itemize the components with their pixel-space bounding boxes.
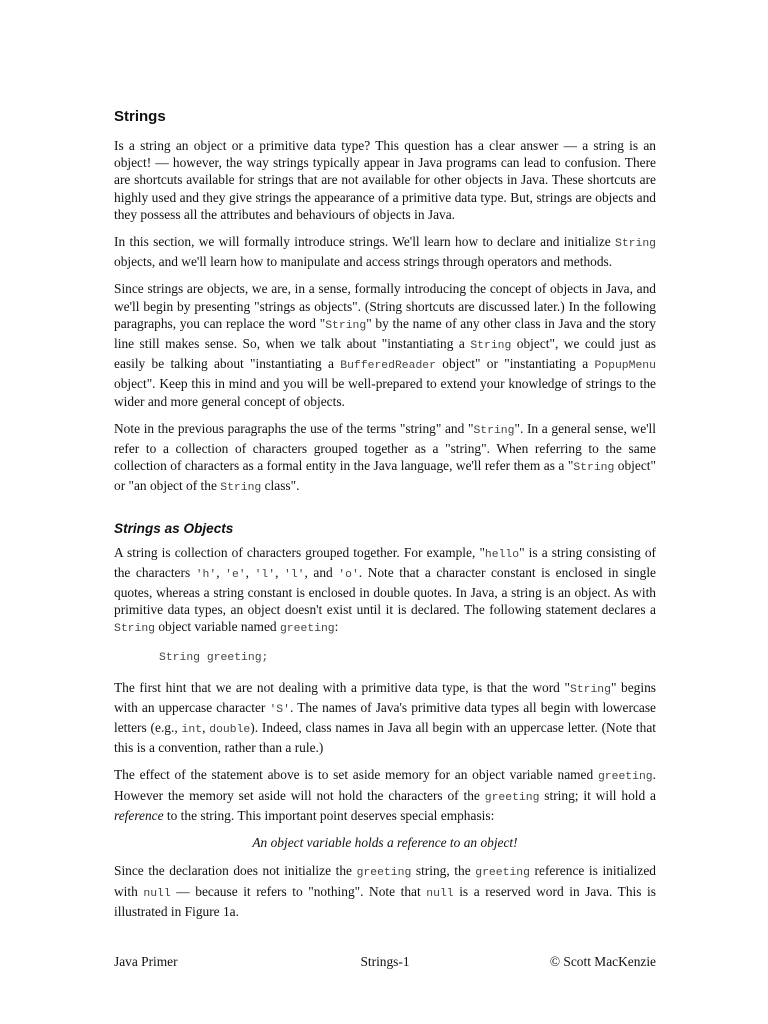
- subsection-title: Strings as Objects: [114, 520, 234, 536]
- footer-copyright: © Scott MacKenzie: [549, 954, 656, 969]
- code-block: String greeting;: [159, 651, 269, 664]
- paragraph-4: Note in the previous paragraphs the use of the terms "string" and "String". In a general sense, we'll refer to a collection of characters grouped together as a "string". When referring to the same collection of characters as a formal entity in the Java language, we'll refer them as a "String object" or "an object of the String class".: [114, 420, 656, 495]
- inline-code: 'S': [269, 703, 290, 716]
- inline-code: null: [426, 887, 454, 900]
- emphasized-word: reference: [114, 807, 164, 823]
- inline-code: String: [473, 424, 515, 437]
- inline-code: greeting: [475, 867, 530, 880]
- inline-code: String: [220, 482, 262, 495]
- footer-left: Java Primer: [114, 954, 178, 969]
- paragraph-7: The effect of the statement above is to set aside memory for an object variable named greeting. However the memory set aside will not hold the characters of the greeting string; it will hold a reference to the string. This important point deserves special emphasis:: [114, 767, 656, 823]
- inline-code: int: [181, 724, 203, 737]
- paragraph-6: The first hint that we are not dealing with a primitive data type, is that the word "String" begins with an uppercase character 'S'. The names of Java's primitive data types all begin with lowercase letters (e.g., int, double). Indeed, class names in Java all begin with an uppercase letter. (Note that this is a convention, rather than a rule.): [114, 679, 656, 756]
- paragraph-5: A string is collection of characters grouped together. For example, "hello" is a string consisting of the characters 'h', 'e', 'l', 'l', and 'o'. Note that a character constant is enclosed in single quotes, whereas a string constant is enclosed in double quotes. In Java, a string is an object. As with primitive data types, an object doesn't exist until it is declared. The following statement declares a String object variable named greeting:: [114, 544, 656, 636]
- inline-code: String: [573, 462, 615, 475]
- inline-code: double: [209, 724, 251, 737]
- emphasis-statement: An object variable holds a reference to an object!: [252, 835, 518, 851]
- page-footer: [114, 954, 656, 972]
- inline-code: greeting: [356, 867, 412, 880]
- inline-code: 'o': [338, 568, 359, 581]
- inline-code: BufferedReader: [340, 360, 436, 373]
- section-title: Strings: [114, 108, 166, 125]
- inline-code: greeting: [597, 771, 653, 784]
- inline-code: String: [325, 319, 367, 332]
- inline-code: String: [614, 238, 656, 251]
- inline-code: String: [470, 340, 512, 353]
- paragraph-3: Since strings are objects, we are, in a sense, formally introducing the concept of objects in Java, and we'll begin by presenting "strings as objects". (String shortcuts are discussed later.) In the following paragraphs, you can replace the word "String" by the name of any other class in Java and the story line still makes sense. So, when we talk about "instantiating a String object", we could just as easily be talking about "instantiating a BufferedReader object" or "instantiating a PopupMenu object". Keep this in mind and you will be well-prepared to extend your knowledge of strings to the wider and more general concept of objects.: [114, 281, 657, 409]
- inline-code: null: [143, 887, 171, 900]
- paragraph-2: In this section, we will formally introduce strings. We'll learn how to declare and initialize String objects, and we'll learn how to manipulate and access strings through operators and methods.: [114, 234, 656, 270]
- inline-code: PopupMenu: [594, 360, 656, 373]
- inline-code: String: [114, 623, 156, 636]
- footer-page-number: Strings-1: [360, 954, 410, 969]
- paragraph-1: Is a string an object or a primitive data type? This question has a clear answer — a string is an object! — however, the way strings typically appear in Java programs can lead to confusion. There are shortcuts available for strings that are not available for other objects in Java. These shortcuts are highly used and they give strings the appearance of a primitive data type. But, strings are objects and they possess all the attributes and behaviours of objects in Java.: [114, 138, 656, 222]
- inline-code: 'l': [254, 568, 276, 581]
- paragraph-8: Since the declaration does not initialize the greeting string, the greeting reference is initialized with null — because it refers to "nothing". Note that null is a reserved word in Java. This is illustrated in Figure 1a.: [114, 863, 656, 919]
- inline-code: 'h': [195, 568, 217, 581]
- inline-code: greeting: [279, 623, 335, 636]
- inline-code: String: [569, 683, 611, 696]
- inline-code: 'e': [225, 568, 246, 581]
- document-page: [114, 108, 656, 930]
- inline-code: 'l': [283, 568, 305, 581]
- inline-code: greeting: [484, 791, 540, 804]
- inline-code: hello: [484, 548, 520, 561]
